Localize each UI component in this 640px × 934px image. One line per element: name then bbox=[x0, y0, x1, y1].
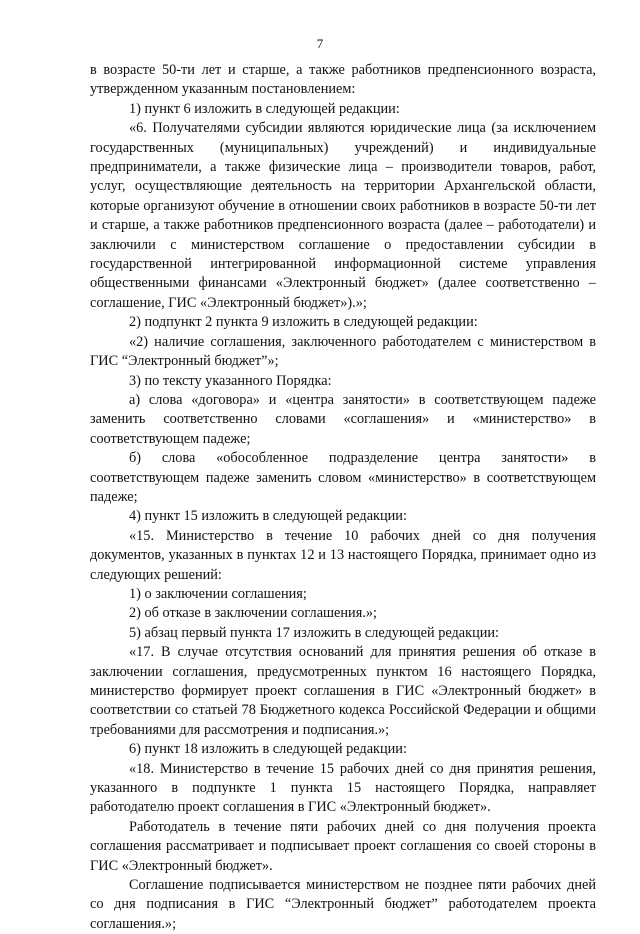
paragraph: «17. В случае отсутствия оснований для принятия решения об отказе в заключении соглашения, предусмотренных пунктом 16 настоящего Порядка, министерство формирует проект соглашения в ГИС «Электронный бюджет» в соответствии со статьей 78 Бюджетного кодекса Российской Федерации и общими требованиями для рассмотрения и подписания.»; bbox=[90, 644, 596, 738]
paragraph: «6. Получателями субсидии являются юридические лица (за исключением государственных (муниципальных) учреждений) и индивидуальные предприниматели, а также физические лица – производители товаров, работ, услуг, осуществляющие деятельность на территории Архангельской области, которые организуют обучение в отношении своих работников в возрасте 50-ти лет и старше, а также работников предпенсионного возраста (далее – работодатели) и заключили с министерством соглашение о предоставлении субсидии в государственной интегрированной информационной системе управления общественными финансами «Электронный бюджет» (далее соответственно – соглашение, ГИС «Электронный бюджет»).»; bbox=[90, 120, 596, 311]
document-body bbox=[90, 61, 596, 934]
paragraph: 2) подпункт 2 пункта 9 изложить в следующей редакции: bbox=[129, 314, 478, 331]
page-number: 7 bbox=[316, 36, 324, 51]
paragraph: 1) пункт 6 изложить в следующей редакции: bbox=[129, 100, 400, 117]
paragraph: 4) пункт 15 изложить в следующей редакции: bbox=[129, 508, 407, 525]
paragraph: «18. Министерство в течение 15 рабочих дней со дня принятия решения, указанного в подпункте 1 пункта 15 настоящего Порядка, направляет работодателю проект соглашения в ГИС «Электронный бюджет». bbox=[90, 760, 596, 816]
paragraph: а) слова «договора» и «центра занятости» в соответствующем падеже заменить соответственно словами «соглашения» и «министерство» в соответствующем падеже; bbox=[90, 391, 596, 447]
paragraph: 2) об отказе в заключении соглашения.»; bbox=[129, 605, 377, 622]
paragraph: 1) о заключении соглашения; bbox=[129, 585, 307, 602]
paragraph: 5) абзац первый пункта 17 изложить в следующей редакции: bbox=[129, 624, 500, 641]
paragraph: «2) наличие соглашения, заключенного работодателем с министерством в ГИС “Электронный бюджет”»; bbox=[90, 333, 596, 370]
paragraph: в возрасте 50-ти лет и старше, а также работников предпенсионного возраста, утвержденном указанным постановлением: bbox=[90, 62, 596, 98]
paragraph: «15. Министерство в течение 10 рабочих дней со дня получения документов, указанных в пунктах 12 и 13 настоящего Порядка, принимает одно из следующих решений: bbox=[90, 527, 596, 583]
paragraph: 3) по тексту указанного Порядка: bbox=[129, 372, 332, 389]
paragraph: Работодатель в течение пяти рабочих дней со дня получения проекта соглашения рассматривает и подписывает проект соглашения со своей стороны в ГИС «Электронный бюджет». bbox=[90, 818, 596, 874]
paragraph: б) слова «обособленное подразделение центра занятости» в соответствующем падеже заменить словом «министерство» в соответствующем падеже; bbox=[90, 450, 596, 505]
paragraph: Соглашение подписывается министерством не позднее пяти рабочих дней со дня подписания в ГИС “Электронный бюджет” работодателем проекта соглашения.»; bbox=[90, 877, 596, 932]
paragraph: 6) пункт 18 изложить в следующей редакции: bbox=[129, 741, 407, 758]
